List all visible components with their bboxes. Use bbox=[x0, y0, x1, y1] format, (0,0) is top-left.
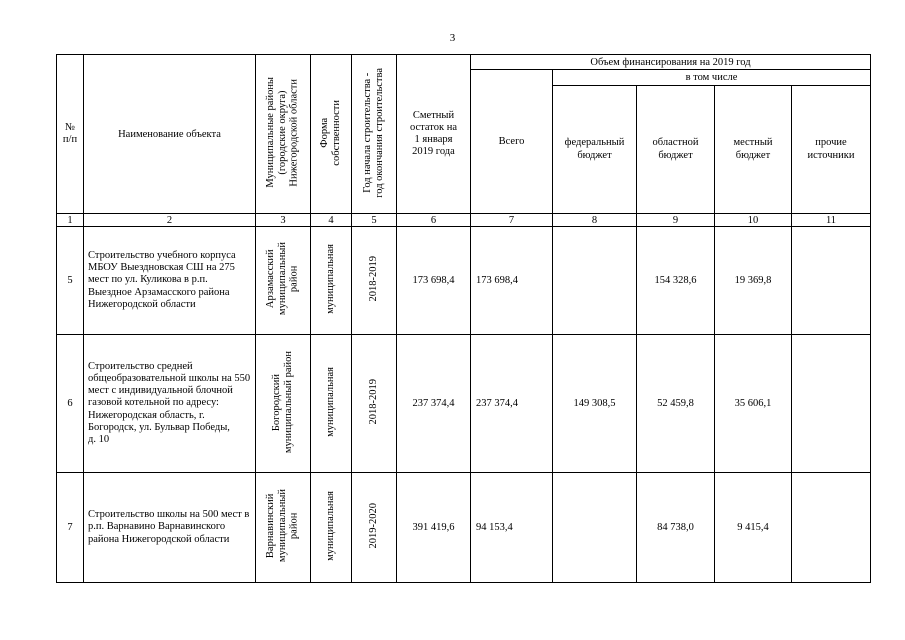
header-total-text: Всего bbox=[498, 136, 525, 147]
row-district-text: Арзамасский муниципальный район bbox=[265, 242, 300, 316]
col-index: 10 bbox=[715, 214, 792, 227]
header-name bbox=[84, 55, 256, 214]
row-ownership-text: муниципальная bbox=[325, 244, 337, 314]
header-funding-group-text: Объем финансирования на 2019 год bbox=[590, 56, 751, 68]
row-local: 19 369,8 bbox=[715, 227, 792, 335]
row-regional: 52 459,8 bbox=[637, 335, 715, 473]
row-ownership bbox=[311, 227, 352, 335]
row-other bbox=[792, 227, 871, 335]
row-num: 5 bbox=[57, 227, 84, 335]
row-local: 35 606,1 bbox=[715, 335, 792, 473]
col-index: 7 bbox=[471, 214, 553, 227]
row-years bbox=[352, 473, 397, 583]
row-ownership bbox=[311, 473, 352, 583]
header-local bbox=[715, 86, 792, 214]
header-ownership bbox=[311, 55, 352, 214]
row-federal bbox=[553, 227, 637, 335]
row-district bbox=[256, 227, 311, 335]
row-district-text: Варнавинский муниципальный район bbox=[265, 489, 300, 563]
header-regional bbox=[637, 86, 715, 214]
row-balance: 173 698,4 bbox=[397, 227, 471, 335]
row-ownership-text: муниципальная bbox=[325, 491, 337, 561]
row-years bbox=[352, 335, 397, 473]
header-district-text: Муниципальные районы (городские округа) Нижегородской области bbox=[265, 77, 300, 188]
col-index: 8 bbox=[553, 214, 637, 227]
col-index: 11 bbox=[792, 214, 871, 227]
row-district bbox=[256, 473, 311, 583]
header-including-text: в том числе bbox=[685, 72, 738, 83]
row-ownership bbox=[311, 335, 352, 473]
row-federal bbox=[553, 473, 637, 583]
header-district bbox=[256, 55, 311, 214]
row-federal: 149 308,5 bbox=[553, 335, 637, 473]
row-district bbox=[256, 335, 311, 473]
table-row bbox=[57, 227, 871, 335]
header-row-1 bbox=[57, 55, 871, 70]
header-federal bbox=[553, 86, 637, 214]
header-regional-text: областной бюджет bbox=[652, 137, 699, 161]
page-number: 3 bbox=[449, 32, 456, 44]
row-num: 6 bbox=[57, 335, 84, 473]
header-num bbox=[57, 55, 84, 214]
header-years bbox=[352, 55, 397, 214]
header-balance-text: Сметный остаток на 1 января 2019 года bbox=[410, 109, 457, 158]
row-regional: 154 328,6 bbox=[637, 227, 715, 335]
row-district-text: Богородский муниципальный район bbox=[271, 350, 294, 454]
row-total: 173 698,4 bbox=[471, 227, 553, 335]
header-local-text: местный бюджет bbox=[733, 137, 773, 161]
row-total: 94 153,4 bbox=[471, 473, 553, 583]
row-other bbox=[792, 473, 871, 583]
row-years-text: 2018-2019 bbox=[368, 256, 380, 302]
col-index: 1 bbox=[57, 214, 84, 227]
row-local: 9 415,4 bbox=[715, 473, 792, 583]
header-num-text: № п/п bbox=[62, 121, 78, 145]
row-object-name: Строительство учебного корпуса МБОУ Выездновская СШ на 275 мест по ул. Куликова в р.п. Выездное Арзамасского района Нижегородской области bbox=[84, 227, 256, 335]
row-years-text: 2019-2020 bbox=[368, 503, 380, 549]
header-total bbox=[471, 70, 553, 214]
row-ownership-text: муниципальная bbox=[325, 367, 337, 437]
col-index: 5 bbox=[352, 214, 397, 227]
col-index: 2 bbox=[84, 214, 256, 227]
row-years bbox=[352, 227, 397, 335]
header-balance bbox=[397, 55, 471, 214]
table-row bbox=[57, 335, 871, 473]
col-index: 3 bbox=[256, 214, 311, 227]
header-including bbox=[553, 70, 871, 86]
row-total: 237 374,4 bbox=[471, 335, 553, 473]
header-other-text: прочие источники bbox=[807, 137, 855, 161]
column-index-row bbox=[57, 214, 871, 227]
row-object-name: Строительство средней общеобразовательной школы на 550 мест с индивидуальной блочной газовой котельной по адресу: Нижегородская область, г. Богородск, ул. Бульвар Победы, д. 10 bbox=[84, 335, 256, 473]
table-row bbox=[57, 473, 871, 583]
col-index: 9 bbox=[637, 214, 715, 227]
header-other bbox=[792, 86, 871, 214]
row-other bbox=[792, 335, 871, 473]
row-years-text: 2018-2019 bbox=[368, 379, 380, 425]
header-years-text: Год начала строительства - год окончания строительства bbox=[362, 67, 385, 198]
row-object-name: Строительство школы на 500 мест в р.п. Варнавино Варнавинского района Нижегородской области bbox=[84, 473, 256, 583]
row-regional: 84 738,0 bbox=[637, 473, 715, 583]
header-name-text: Наименование объекта bbox=[118, 128, 221, 140]
row-balance: 237 374,4 bbox=[397, 335, 471, 473]
header-funding-group bbox=[471, 55, 871, 70]
col-index: 4 bbox=[311, 214, 352, 227]
row-balance: 391 419,6 bbox=[397, 473, 471, 583]
header-federal-text: федеральный бюджет bbox=[564, 137, 625, 161]
row-num: 7 bbox=[57, 473, 84, 583]
col-index: 6 bbox=[397, 214, 471, 227]
financing-table bbox=[56, 54, 871, 583]
header-ownership-text: Форма собственности bbox=[319, 99, 342, 166]
